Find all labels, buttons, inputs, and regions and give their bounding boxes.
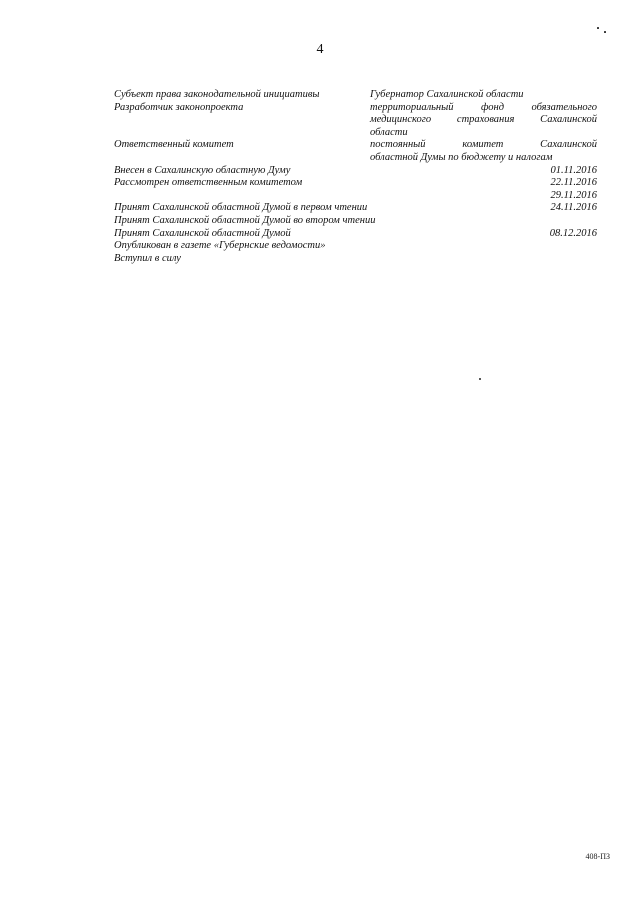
value-adopted-date: 08.12.2016: [549, 227, 597, 239]
label-second-reading: Принят Сахалинской областной Думой во втором чтении: [114, 214, 376, 226]
scan-speck: [479, 378, 481, 380]
label-published: Опубликован в газете «Губернские ведомости»: [114, 240, 326, 252]
scan-speck: [597, 27, 599, 29]
value-subject: Губернатор Сахалинской области: [370, 89, 524, 100]
value-committee-line2: областной Думы по бюджету и налогам: [370, 151, 553, 163]
label-committee: Ответственный комитет: [114, 139, 234, 151]
value-developer-line1: территориальный фонд обязательного: [370, 101, 597, 113]
label-reviewed: Рассмотрен ответственным комитетом: [114, 177, 303, 189]
value-committee-line1: постоянный комитет Сахалинской: [370, 139, 597, 151]
document-code: 408-ПЗ: [585, 852, 610, 861]
label-in-force: Вступил в силу: [114, 252, 181, 264]
value-submitted-date: 01.11.2016: [550, 164, 597, 176]
value-first-reading-date: 24.11.2016: [550, 202, 597, 214]
label-developer: Разработчик законопроекта: [114, 101, 244, 113]
label-subject: Субъект права законодательной инициативы: [114, 89, 320, 100]
label-submitted: Внесен в Сахалинскую областную Думу: [114, 164, 291, 176]
legislative-values: [370, 89, 597, 240]
legislative-labels: [114, 89, 394, 265]
value-developer-line3: области: [370, 126, 408, 138]
value-reviewed-date-1: 22.11.2016: [550, 177, 597, 189]
value-reviewed-date-2: 29.11.2016: [550, 189, 597, 201]
page-number: 4: [316, 42, 324, 57]
value-developer-line2: медицинского страхования Сахалинской: [370, 114, 597, 126]
label-adopted: Принят Сахалинской областной Думой: [114, 227, 291, 239]
scan-speck: [604, 31, 606, 33]
label-first-reading: Принят Сахалинской областной Думой в первом чтении: [114, 202, 368, 214]
